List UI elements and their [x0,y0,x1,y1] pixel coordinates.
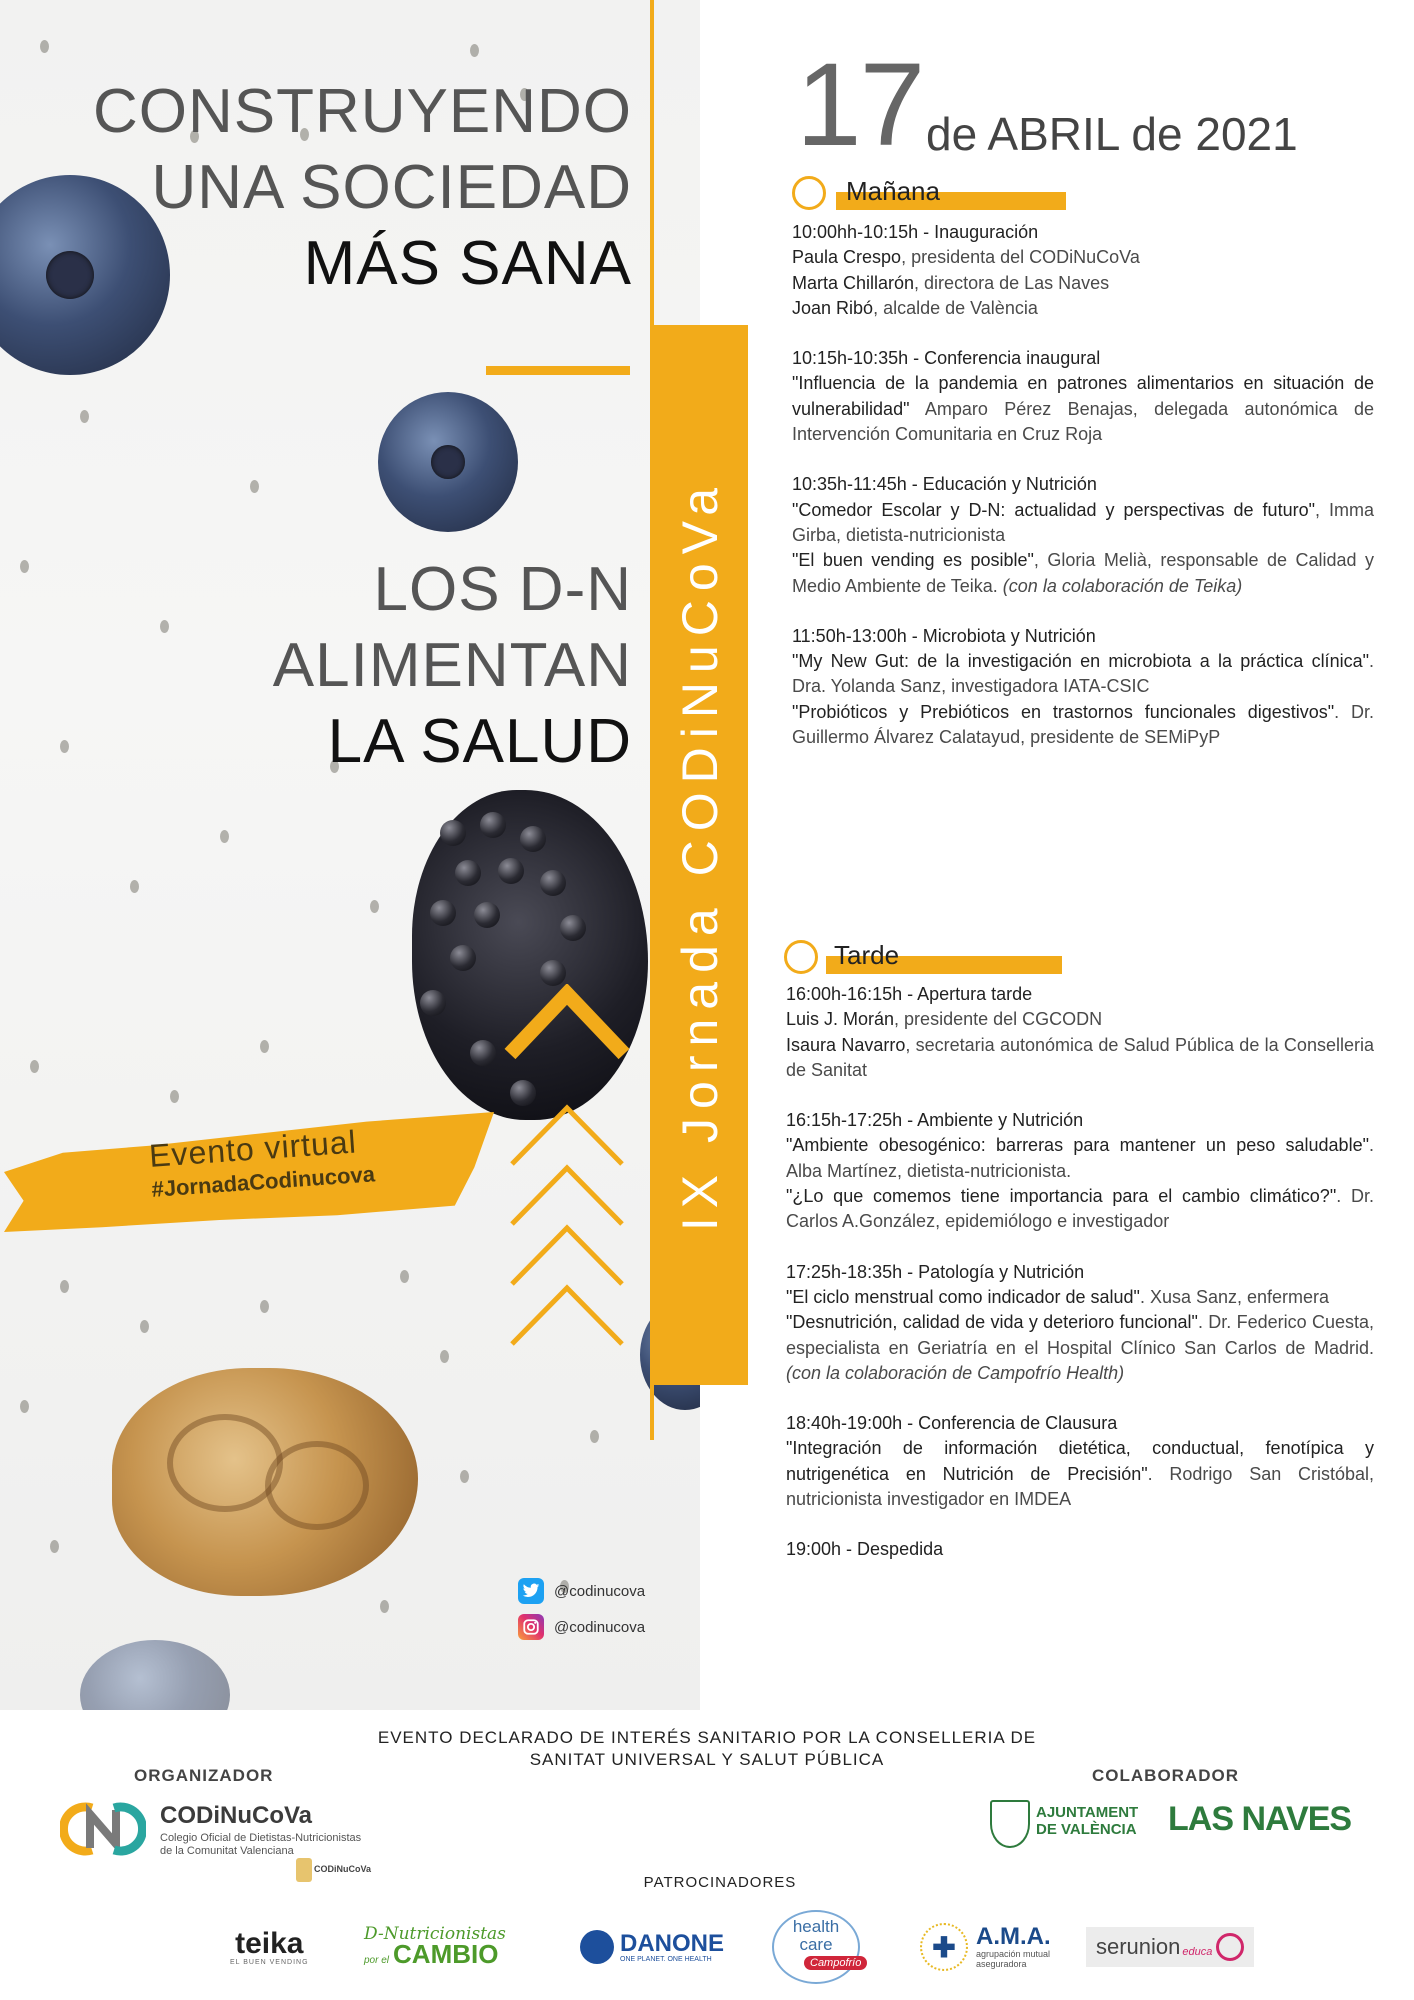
program-line [786,1436,1374,1512]
sponsor-healthcare [772,1917,862,1974]
program-highlight: 17:25h-18:35h - Patología y Nutrición [786,1261,1085,1282]
program-highlight: "El ciclo menstrual como indicador de salud" [786,1286,1140,1307]
headline-line2: UNA SOCIEDAD [151,153,632,222]
program-text: , directora de Las Naves [914,272,1110,293]
chevron-up-icon [502,1276,632,1352]
program-highlight: 11:50h-13:00h - Microbiota y Nutrición [792,625,1096,646]
program-line [786,1411,1374,1436]
afternoon-circle-icon [784,940,818,974]
blackberry-drupe [498,858,524,884]
blueberry-image [80,1640,230,1710]
chia-seed [370,900,379,913]
afternoon-program-item [786,1260,1374,1386]
program-highlight: "El buen vending es posible" [792,550,1034,571]
chia-seed [130,880,139,893]
program-line [792,700,1374,751]
organizer-subtitle [160,1832,361,1858]
serunion-e-icon [1216,1933,1244,1961]
chia-seed [80,410,89,423]
twitter-icon [518,1578,544,1604]
ama-cross-icon: ✚ [920,1923,968,1971]
program-text: . Dr. Federico Cuesta, especialista en Geriatría en el Hospital Clínico San Carlos de Madrid. [786,1312,1374,1358]
morning-program-item [792,624,1374,750]
blackberry-drupe [480,812,506,838]
program-highlight: "Probióticos y Prebióticos en trastornos funcionales digestivos" [792,701,1335,722]
dn-wordmark-line3: CAMBIO [393,1938,499,1969]
program-line [786,1310,1374,1386]
twitter-handle[interactable] [518,1578,645,1604]
organizer-label: ORGANIZADOR [134,1766,274,1785]
afternoon-program [786,982,1374,1588]
ayuntamiento-crest-icon [990,1800,1030,1848]
program-highlight: 10:35h-11:45h - Educación y Nutrición [792,474,1097,495]
virtual-event-title: Evento virtual [148,1123,358,1174]
program-line [792,472,1374,497]
chia-seed [590,1430,599,1443]
headline-line1: CONSTRUYENDO [92,77,632,146]
sponsor-dn-cambio [364,1920,506,1974]
chia-seed [20,560,29,573]
event-month-year: de ABRIL de 2021 [926,108,1298,160]
program-line [786,1033,1374,1084]
chia-seed [20,1400,29,1413]
chia-seed [260,1300,269,1313]
ama-wordmark: A.M.A. [976,1923,1051,1950]
program-highlight: Paula Crespo [792,247,902,268]
program-highlight: Isaura Navarro [786,1034,906,1055]
ama-tagline-line1: agrupación mutual [976,1949,1051,1959]
chia-seed [440,1350,449,1363]
chia-seed [470,44,479,57]
morning-program [792,220,1374,775]
twitter-handle-text: @codinucova [554,1582,646,1600]
blackberry-drupe [420,990,446,1016]
program-text: . Dra. Yolanda Sanz, investigadora IATA-CSIC [792,651,1374,697]
sponsor-danone [580,1920,724,1974]
afternoon-program-item [786,982,1374,1083]
chia-seed [250,480,259,493]
morning-program-item [792,220,1374,321]
ama-tagline-line2: aseguradora [976,1959,1027,1969]
organizer-subtitle-line2: de la Comunitat Valenciana [160,1845,294,1857]
chia-seed [380,1600,389,1613]
program-line [786,1537,1374,1562]
afternoon-program-item [786,1411,1374,1512]
healthcare-line2: care [799,1935,833,1954]
program-highlight: 16:15h-17:25h - Ambiente y Nutrición [786,1110,1084,1131]
program-line [792,649,1374,700]
program-text: . Alba Martínez, dietista-nutricionista. [786,1135,1374,1181]
chia-seed [460,1470,469,1483]
ayuntamiento-line1: AJUNTAMENT [1036,1804,1139,1821]
las-naves-logo: LAS NAVES [1168,1800,1352,1838]
mini-crest-text: CODiNuCoVa [314,1864,372,1874]
blackberry-drupe [440,820,466,846]
program-line [786,982,1374,1007]
program-text: . Dr. Carlos A.González, epidemiólogo e investigador [786,1186,1374,1232]
serunion-wordmark: serunion [1096,1934,1181,1959]
program-highlight: Luis J. Morán [786,1009,895,1030]
headline-divider [486,366,630,375]
chia-seed [220,830,229,843]
blackberry-drupe [540,870,566,896]
danone-emblem-icon [580,1930,614,1964]
program-highlight: 10:15h-10:35h - Conferencia inaugural [792,348,1101,369]
campofrio-badge: Campofrío [804,1956,867,1970]
program-highlight: 19:00h - Despedida [786,1539,944,1560]
program-line [786,1133,1374,1184]
program-highlight: "Desnutrición, calidad de vida y deterioro funcional" [786,1312,1198,1333]
teika-wordmark: teika [235,1926,304,1960]
program-line [792,271,1374,296]
program-highlight: "Ambiente obesogénico: barreras para mantener un peso saludable" [786,1135,1369,1156]
program-line [792,624,1374,649]
program-text: . Rodrigo San Cristóbal, nutricionista investigador en IMDEA [786,1463,1375,1510]
program-line [792,548,1374,599]
program-highlight: "¿Lo que comemos tiene importancia para el cambio climático?" [786,1186,1337,1207]
program-line [792,371,1374,447]
program-line [792,245,1374,270]
headline-line4: LOS D-N [373,555,632,624]
program-line [792,220,1374,245]
program-highlight: 18:40h-19:00h - Conferencia de Clausura [786,1413,1118,1434]
virtual-event-hashtag[interactable]: #JornadaCodinucova [150,1161,376,1202]
afternoon-program-item [786,1108,1374,1234]
program-text: , Imma Girba, dietista-nutricionista [792,499,1374,545]
dn-wordmark-line1: D-Nutricionistas [364,1923,506,1944]
program-highlight: "Comedor Escolar y D-N: actualidad y perspectivas de futuro" [792,499,1315,520]
morning-program-item [792,472,1374,598]
program-text: (con la colaboración de Campofrío Health) [786,1362,1125,1383]
blackberry-drupe [450,945,476,971]
program-line [792,296,1374,321]
program-highlight: Joan Ribó [792,297,874,318]
blueberry-image [0,175,170,375]
program-text: , presidente del CGCODN [894,1009,1103,1030]
program-text: , secretaria autonómica de Salud Pública de la Conselleria de Sanitat [786,1034,1374,1080]
danone-wordmark: DANONE [620,1929,725,1957]
chia-seed [400,1270,409,1283]
morning-program-item [792,346,1374,447]
blackberry-drupe [520,826,546,852]
chia-seed [50,1540,59,1553]
program-text: Amparo Pérez Benajas, delegada autonómica de Intervención Comunitaria en Cruz Roja [792,398,1374,445]
headline-line5: ALIMENTAN [272,631,632,700]
program-text: . Xusa Sanz, enfermera [1139,1286,1330,1307]
danone-tagline: ONE PLANET. ONE HEALTH [620,1955,712,1963]
blackberry-drupe [560,915,586,941]
blackberry-drupe [455,860,481,886]
collaborator-label: COLABORADOR [1092,1766,1239,1785]
program-line [786,1184,1374,1235]
chia-seed [60,1280,69,1293]
morning-circle-icon [792,176,826,210]
serunion-educa: educa [1182,1946,1213,1958]
program-line [786,1260,1374,1285]
chia-seed [30,1060,39,1073]
instagram-icon [518,1614,544,1640]
chia-seed [140,1320,149,1333]
chia-seed [60,740,69,753]
blackberry-drupe [540,960,566,986]
blackberry-drupe [430,900,456,926]
program-line [792,498,1374,549]
chia-seed [160,620,169,633]
event-day: 17 [796,39,924,171]
healthcare-line1: health [792,1917,840,1936]
blueberry-image [378,392,518,532]
program-highlight: 16:00h-16:15h - Apertura tarde [786,984,1033,1004]
dn-wordmark-line2: por el [364,1954,390,1966]
organizer-subtitle-line1: Colegio Oficial de Dietistas-Nutricionistas [160,1832,362,1844]
instagram-handle-text: @codinucova [554,1618,646,1636]
program-text: , presidenta del CODiNuCoVa [901,247,1140,268]
program-text: . Dr. Guillermo Álvarez Calatayud, presidente de SEMiPyP [792,701,1374,748]
program-text: (con la colaboración de Teika) [1002,575,1243,596]
sponsor-teika [230,1920,309,1974]
chia-seed [40,40,49,53]
program-line [792,346,1374,371]
headline-line6: LA SALUD [327,707,632,776]
program-highlight: "Influencia de la pandemia en patrones alimentarios en situación de vulnerabilidad" [792,373,1374,419]
blackberry-drupe [474,902,500,928]
sponsor-serunion [1086,1920,1254,1974]
chia-seed [170,1090,179,1103]
program-highlight: "My New Gut: de la investigación en microbiota a la práctica clínica" [792,651,1369,672]
sponsors-label: PATROCINADORES [643,1874,797,1891]
program-line [786,1108,1374,1133]
headline-line3: MÁS SANA [303,229,632,298]
teika-tagline: EL BUEN VENDING [230,1958,309,1966]
chevron-up-icon [502,984,632,1060]
program-text: , alcalde de València [873,297,1038,318]
declared-line1: EVENTO DECLARADO DE INTERÉS SANITARIO POR LA CONSELLERIA DE [377,1728,1037,1747]
walnut-image [112,1368,418,1596]
organizer-name: CODiNuCoVa [160,1802,313,1829]
program-text: , Gloria Melià, responsable de Calidad y Medio Ambiente de Teika. [792,550,1375,596]
ayuntamiento-line2: DE VALÈNCIA [1036,1821,1137,1838]
program-highlight: 10:00hh-10:15h - Inauguración [792,222,1039,242]
afternoon-program-item [786,1537,1374,1562]
program-line [786,1007,1374,1032]
instagram-handle[interactable] [518,1614,645,1640]
codinucova-logo-icon [60,1800,146,1856]
chia-seed [260,1040,269,1053]
program-highlight: "Integración de información dietética, conductual, fenotípica y nutrigenética en Nutrición de Precisión" [786,1438,1374,1484]
afternoon-title: Tarde [834,940,900,970]
declared-line2: SANITAT UNIVERSAL Y SALUT PÚBLICA [529,1750,885,1769]
sponsor-ama [920,1920,1051,1974]
ayuntamiento-logo-text [1036,1804,1138,1838]
program-line [786,1285,1374,1310]
jornada-band-title: IX Jornada CODiNuCoVa [672,478,728,1232]
program-highlight: Marta Chillarón [792,272,915,293]
morning-title: Mañana [846,176,940,206]
blackberry-drupe [470,1040,496,1066]
